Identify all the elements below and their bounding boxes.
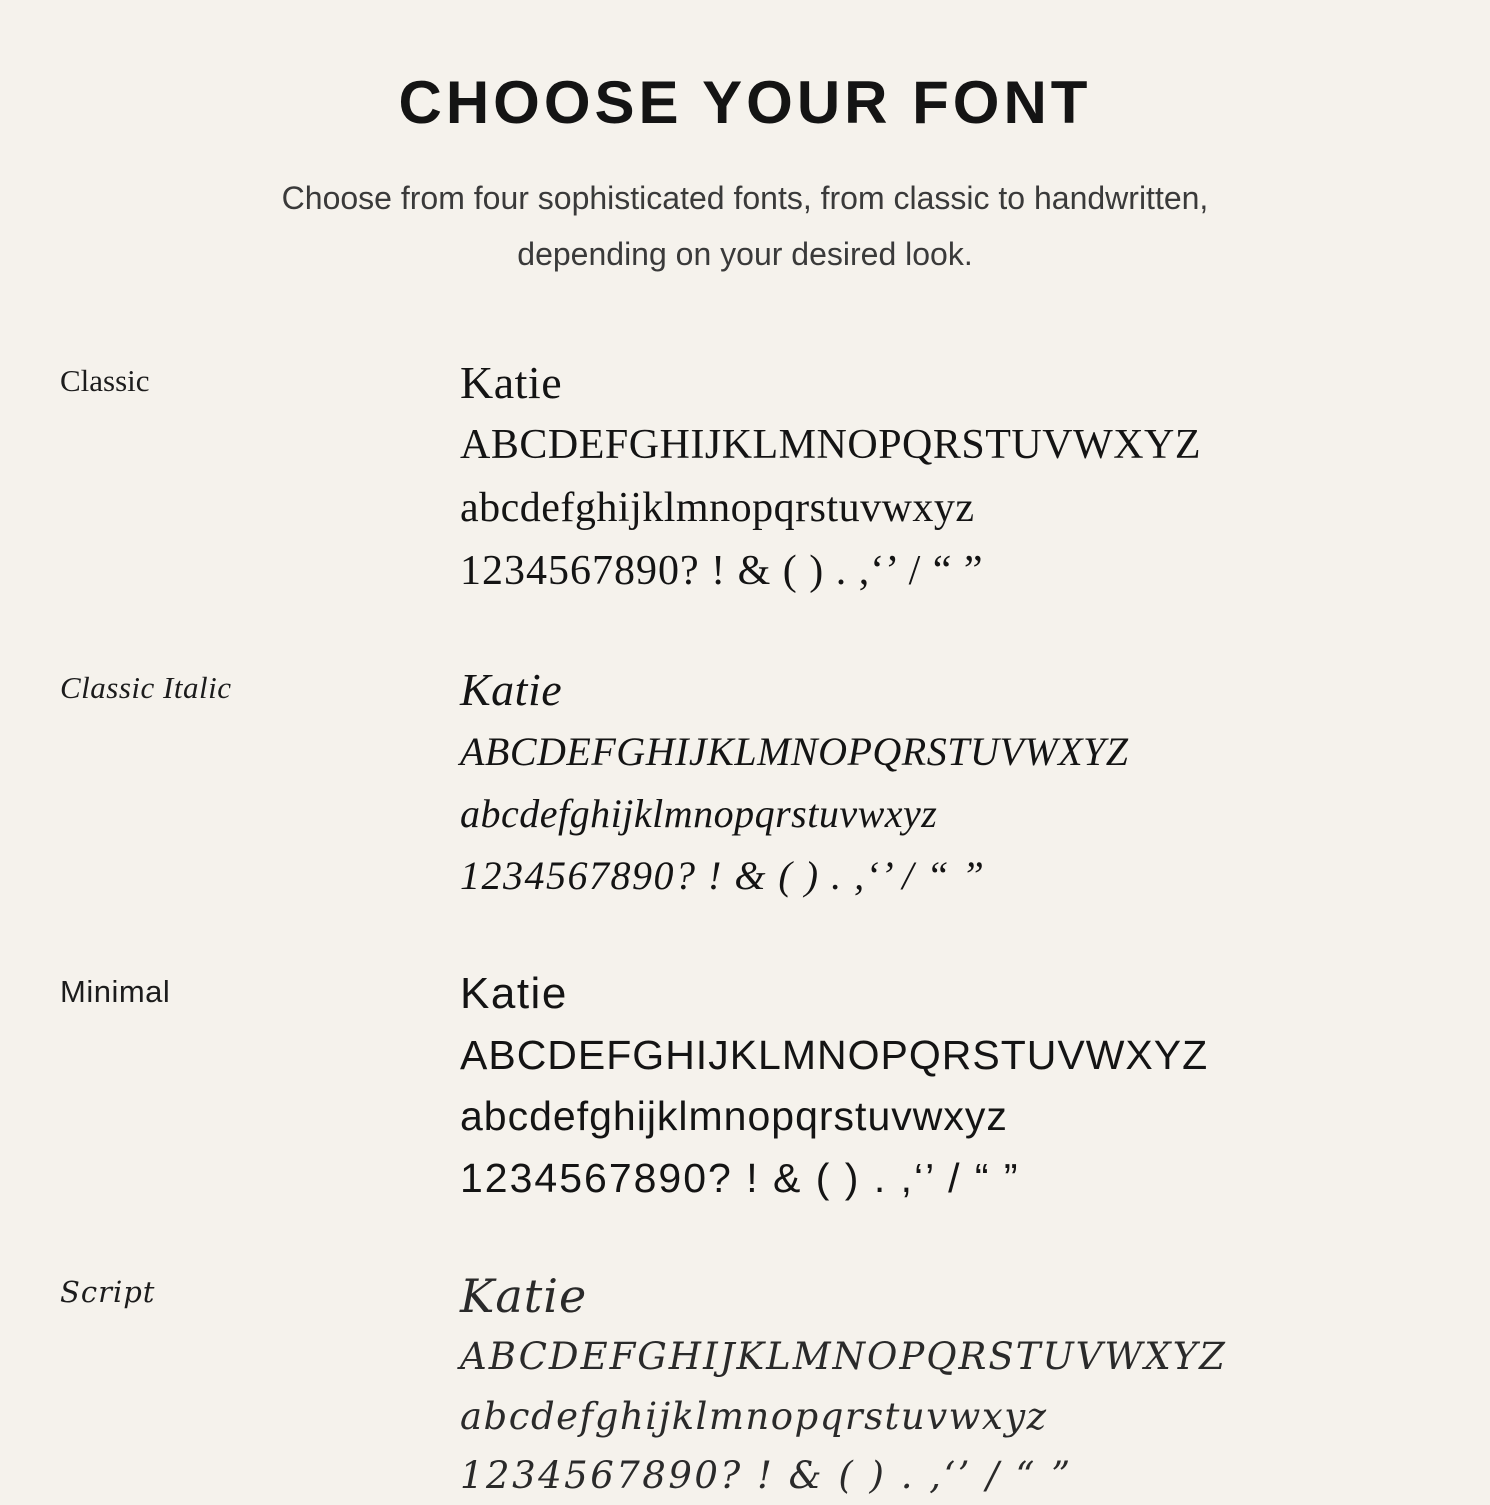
specimen-uppercase-classic: ABCDEFGHIJKLMNOPQRSTUVWXYZ: [460, 422, 1202, 469]
font-label-minimal: Minimal: [60, 974, 171, 1010]
specimen-uppercase-script: ABCDEFGHIJKLMNOPQRSTUVWXYZ: [460, 1335, 1227, 1379]
font-specimen-classic: [460, 352, 1430, 603]
specimen-lowercase-classic-italic: abcdefghijklmnopqrstuvwxyz: [460, 791, 938, 837]
font-option-classic[interactable]: [60, 352, 1430, 603]
page-subtitle-line-1: Choose from four sophisticated fonts, from classic to handwritten,: [281, 180, 1209, 216]
font-option-minimal[interactable]: [60, 963, 1430, 1209]
font-label-classic: Classic: [60, 363, 150, 398]
specimen-lowercase-classic: abcdefghijklmnopqrstuvwxyz: [460, 485, 975, 532]
specimen-name-classic: Katie: [460, 357, 563, 408]
font-label-classic-italic: Classic Italic: [60, 670, 232, 706]
page-title: CHOOSE YOUR FONT: [398, 69, 1092, 136]
specimen-name-minimal: Katie: [460, 969, 568, 1019]
specimen-glyphs-minimal: 1234567890? ! & ( ) . ,‘’ / “ ”: [460, 1154, 1020, 1201]
font-specimen-minimal: [460, 963, 1430, 1209]
specimen-glyphs-classic: 1234567890? ! & ( ) . ,‘’ / “ ”: [460, 548, 984, 595]
specimen-name-script: Katie: [460, 1269, 588, 1324]
font-option-classic-italic[interactable]: [60, 659, 1430, 907]
specimen-name-classic-italic: Katie: [460, 664, 563, 716]
font-option-script[interactable]: [60, 1265, 1430, 1505]
font-specimen-script: [460, 1265, 1430, 1505]
specimen-lowercase-script: abcdefghijklmnopqrstuvwxyz: [460, 1394, 1048, 1438]
specimen-glyphs-script: 1234567890? ! & ( ) . ,‘’ / “ ”: [460, 1453, 1073, 1497]
page-subtitle-line-2: depending on your desired look.: [517, 236, 973, 272]
page-subtitle: [155, 170, 1335, 282]
specimen-uppercase-minimal: ABCDEFGHIJKLMNOPQRSTUVWXYZ: [460, 1031, 1209, 1078]
font-sample-list: [60, 352, 1430, 1505]
font-label-script: Script: [60, 1275, 156, 1310]
font-specimen-classic-italic: [460, 659, 1430, 907]
specimen-uppercase-classic-italic: ABCDEFGHIJKLMNOPQRSTUVWXYZ: [460, 729, 1129, 775]
specimen-lowercase-minimal: abcdefghijklmnopqrstuvwxyz: [460, 1093, 1008, 1140]
specimen-glyphs-classic-italic: 1234567890? ! & ( ) . ,‘’ / “ ”: [460, 853, 986, 899]
